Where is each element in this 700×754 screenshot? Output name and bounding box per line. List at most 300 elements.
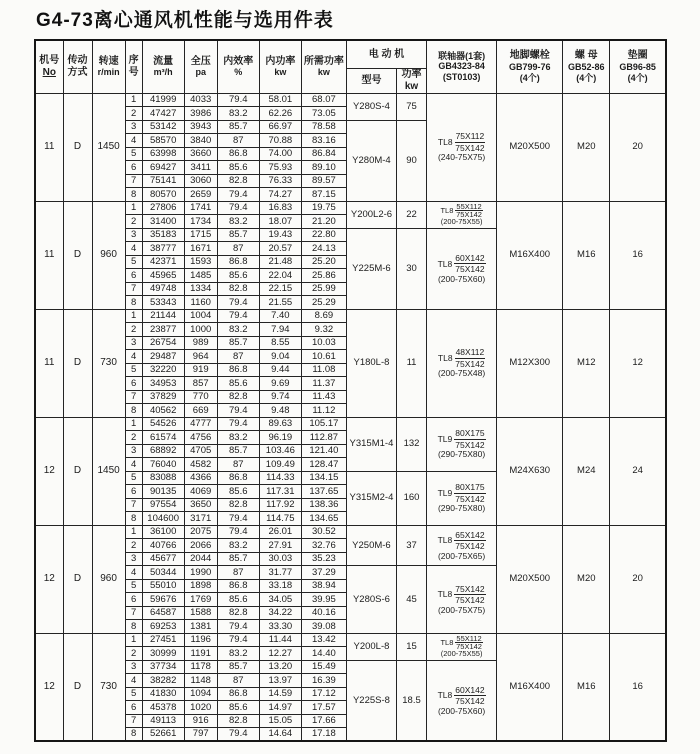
col-header-nut: [563, 40, 610, 93]
seq-cell: 5: [125, 579, 142, 593]
table-row: [35, 525, 666, 539]
flow-cell: 47427: [142, 107, 184, 121]
seq-cell: 2: [125, 107, 142, 121]
required-power-cell: 25.29: [301, 296, 346, 310]
pressure-cell: 964: [184, 350, 217, 364]
pressure-cell: 919: [184, 363, 217, 377]
coupling-fraction-top: 60X142: [455, 252, 485, 263]
bolt-qty: (4个): [519, 72, 540, 83]
col-header-machine-no: [35, 40, 63, 93]
efficiency-cell: 85.7: [217, 228, 259, 242]
pressure-cell: 1148: [184, 674, 217, 688]
required-power-cell: 138.36: [301, 498, 346, 512]
flow-cell: 50344: [142, 566, 184, 580]
seq-cell: 5: [125, 363, 142, 377]
efficiency-cell: 85.7: [217, 444, 259, 458]
nut-cell: M20: [563, 525, 610, 633]
seq-cell: 7: [125, 606, 142, 620]
flow-cell: 53142: [142, 120, 184, 134]
internal-power-cell: 22.04: [259, 269, 301, 283]
coupling-spec: [427, 483, 496, 503]
flow-cell: 42371: [142, 255, 184, 269]
seq-cell: 4: [125, 134, 142, 148]
internal-power-cell: 34.22: [259, 606, 301, 620]
required-power-cell: 112.87: [301, 431, 346, 445]
required-power-cell: 13.42: [301, 633, 346, 647]
required-power-cell: 134.15: [301, 471, 346, 485]
efficiency-unit: %: [234, 67, 243, 78]
pressure-cell: 2075: [184, 525, 217, 539]
required-power-cell: 32.76: [301, 539, 346, 553]
motor-power-cell: 22: [397, 201, 427, 228]
internal-power-cell: 13.20: [259, 660, 301, 674]
efficiency-cell: 86.8: [217, 471, 259, 485]
flow-cell: 26754: [142, 336, 184, 350]
coupling-fraction-bottom: 75X142: [456, 210, 482, 220]
internal-power-cell: 16.83: [259, 201, 301, 215]
required-power-cell: 105.17: [301, 417, 346, 431]
internal-power-cell: 9.44: [259, 363, 301, 377]
flow-cell: 36100: [142, 525, 184, 539]
pressure-cell: 4582: [184, 458, 217, 472]
flow-cell: 80570: [142, 188, 184, 202]
required-power-cell: 89.10: [301, 161, 346, 175]
flow-cell: 55010: [142, 579, 184, 593]
seq-cell: 7: [125, 498, 142, 512]
motor-model-cell: Y225M-6: [346, 228, 396, 309]
drive-cell: D: [63, 633, 92, 741]
pressure-cell: 1094: [184, 687, 217, 701]
required-power-cell: 10.61: [301, 350, 346, 364]
coupling-type-label: TL8: [437, 589, 453, 600]
required-power-cell: 128.47: [301, 458, 346, 472]
bolt-cell: M12X300: [497, 309, 563, 417]
required-power-cell: 39.95: [301, 593, 346, 607]
seq-cell: 1: [125, 633, 142, 647]
pressure-cell: 3840: [184, 134, 217, 148]
flow-cell: 90135: [142, 485, 184, 499]
flow-cell: 69427: [142, 161, 184, 175]
coupling-note: (290-75X80): [437, 503, 486, 514]
flow-cell: 35183: [142, 228, 184, 242]
pressure-cell: 3650: [184, 498, 217, 512]
nut-cell: M12: [563, 309, 610, 417]
coupling-cell: [427, 93, 497, 201]
machine-no-cell: 12: [35, 417, 63, 525]
washer-qty: (4个): [627, 72, 648, 83]
required-power-cell: 25.99: [301, 282, 346, 296]
seq-cell: 5: [125, 471, 142, 485]
seq-cell: 7: [125, 174, 142, 188]
motor-power-cell: 90: [397, 120, 427, 201]
efficiency-cell: 79.4: [217, 525, 259, 539]
motor-model-cell: Y180L-8: [346, 309, 396, 417]
seq-cell: 7: [125, 282, 142, 296]
coupling-fraction: [454, 429, 485, 449]
flow-cell: 41999: [142, 93, 184, 107]
machine-no-cell: 11: [35, 93, 63, 201]
motor-power-cell: 160: [397, 471, 427, 525]
internal-power-cell: 21.55: [259, 296, 301, 310]
efficiency-cell: 85.6: [217, 593, 259, 607]
bolt-label: 地脚螺栓: [509, 50, 550, 62]
motor-power-cell: 132: [397, 417, 427, 471]
internal-power-label: 内功率: [265, 55, 296, 67]
efficiency-cell: 82.8: [217, 606, 259, 620]
coupling-fraction-top: 65X142: [455, 529, 485, 540]
efficiency-cell: 79.4: [217, 93, 259, 107]
flow-label: 流量: [153, 55, 174, 67]
efficiency-cell: 79.4: [217, 309, 259, 323]
nut-std: GB52-86: [568, 62, 605, 73]
bolt-cell: M16X400: [497, 201, 563, 309]
pressure-cell: 1715: [184, 228, 217, 242]
motor-model-cell: Y200L2-6: [346, 201, 396, 228]
required-power-cell: 21.20: [301, 215, 346, 229]
drive-cell: D: [63, 525, 92, 633]
drive-label: 传动: [67, 55, 88, 66]
pressure-cell: 1734: [184, 215, 217, 229]
seq-cell: 1: [125, 525, 142, 539]
table-row: [35, 93, 666, 107]
coupling-spec: [427, 132, 496, 152]
efficiency-cell: 85.6: [217, 161, 259, 175]
coupling-type-label: TL8: [437, 535, 453, 546]
nut-qty: (4个): [576, 72, 597, 83]
flow-cell: 64587: [142, 606, 184, 620]
washer-cell: 24: [610, 417, 666, 525]
coupling-note: (240-75X75): [437, 152, 486, 163]
efficiency-cell: 87: [217, 674, 259, 688]
flow-cell: 76040: [142, 458, 184, 472]
internal-power-cell: 7.40: [259, 309, 301, 323]
efficiency-cell: 87: [217, 134, 259, 148]
internal-power-cell: 18.07: [259, 215, 301, 229]
bolt-cell: M24X630: [497, 417, 563, 525]
internal-power-cell: 22.15: [259, 282, 301, 296]
seq-cell: 8: [125, 512, 142, 526]
internal-power-cell: 14.59: [259, 687, 301, 701]
internal-power-cell: 9.04: [259, 350, 301, 364]
seq-cell: 3: [125, 228, 142, 242]
internal-power-cell: 74.27: [259, 188, 301, 202]
col-header-motor-model: 型号: [346, 69, 396, 94]
flow-cell: 32220: [142, 363, 184, 377]
required-power-cell: 10.03: [301, 336, 346, 350]
required-power-cell: 14.40: [301, 647, 346, 661]
table-row: [35, 633, 666, 647]
nut-cell: M16: [563, 633, 610, 741]
pressure-cell: 2066: [184, 539, 217, 553]
required-power-cell: 39.08: [301, 620, 346, 634]
efficiency-cell: 79.4: [217, 404, 259, 418]
seq-cell: 3: [125, 660, 142, 674]
internal-power-cell: 117.31: [259, 485, 301, 499]
drive-cell: D: [63, 417, 92, 525]
machine-no-unit: No: [42, 66, 56, 78]
coupling-fraction-bottom: 75X142: [455, 696, 485, 707]
internal-power-cell: 33.30: [259, 620, 301, 634]
internal-power-cell: 11.44: [259, 633, 301, 647]
coupling-fraction: [454, 531, 485, 551]
pressure-cell: 3660: [184, 147, 217, 161]
flow-cell: 30999: [142, 647, 184, 661]
flow-cell: 49113: [142, 714, 184, 728]
pressure-cell: 1020: [184, 701, 217, 715]
coupling-fraction: [454, 254, 485, 274]
seq-cell: 4: [125, 458, 142, 472]
flow-cell: 37829: [142, 390, 184, 404]
seq-cell: 6: [125, 593, 142, 607]
coupling-note: (200-75X55): [440, 648, 483, 658]
flow-cell: 49748: [142, 282, 184, 296]
coupling-fraction-bottom: 75X142: [455, 142, 485, 153]
internal-power-cell: 74.00: [259, 147, 301, 161]
pressure-cell: 4069: [184, 485, 217, 499]
coupling-spec: [427, 531, 496, 551]
seq-cell: 3: [125, 444, 142, 458]
coupling-fraction: [454, 585, 485, 605]
coupling-fraction-top: 80X175: [455, 482, 485, 493]
coupling-type-label: TL8: [437, 353, 453, 364]
seq-cell: 2: [125, 431, 142, 445]
required-power-cell: 86.84: [301, 147, 346, 161]
col-header-required-power: [301, 40, 346, 93]
seq-cell: 1: [125, 201, 142, 215]
pressure-cell: 4033: [184, 93, 217, 107]
header-row-main: [35, 40, 666, 69]
bolt-cell: M20X500: [497, 525, 563, 633]
motor-power-cell: 18.5: [397, 660, 427, 741]
washer-cell: 16: [610, 201, 666, 309]
efficiency-cell: 86.8: [217, 255, 259, 269]
flow-cell: 40562: [142, 404, 184, 418]
motor-model-cell: Y280M-4: [346, 120, 396, 201]
washer-std: GB96-85: [619, 62, 656, 73]
internal-power-cell: 21.48: [259, 255, 301, 269]
coupling-cell: [427, 309, 497, 417]
seq-cell: 4: [125, 674, 142, 688]
required-power-cell: 137.65: [301, 485, 346, 499]
efficiency-cell: 85.6: [217, 377, 259, 391]
pressure-cell: 3943: [184, 120, 217, 134]
efficiency-cell: 82.8: [217, 282, 259, 296]
flow-cell: 59676: [142, 593, 184, 607]
pressure-cell: 1381: [184, 620, 217, 634]
seq-cell: 2: [125, 215, 142, 229]
flow-cell: 97554: [142, 498, 184, 512]
efficiency-cell: 86.8: [217, 363, 259, 377]
coupling-code: (ST0103): [442, 72, 481, 83]
pressure-cell: 1004: [184, 309, 217, 323]
internal-power-cell: 58.01: [259, 93, 301, 107]
required-power-cell: 19.75: [301, 201, 346, 215]
flow-cell: 53343: [142, 296, 184, 310]
required-power-cell: 17.57: [301, 701, 346, 715]
internal-power-cell: 15.05: [259, 714, 301, 728]
efficiency-cell: 79.4: [217, 633, 259, 647]
motor-power-cell: 75: [397, 93, 427, 120]
required-power-cell: 22.80: [301, 228, 346, 242]
coupling-type-label: TL8: [440, 206, 454, 216]
required-power-cell: 68.07: [301, 93, 346, 107]
required-power-cell: 37.29: [301, 566, 346, 580]
pressure-cell: 2659: [184, 188, 217, 202]
internal-power-unit: kw: [274, 67, 287, 78]
required-power-cell: 17.18: [301, 728, 346, 742]
required-power-unit: kw: [317, 67, 330, 78]
coupling-cell: [427, 417, 497, 471]
efficiency-cell: 85.6: [217, 485, 259, 499]
page-title: G4-73离心通风机性能与选用件表: [36, 10, 334, 31]
required-power-cell: 78.58: [301, 120, 346, 134]
internal-power-cell: 20.57: [259, 242, 301, 256]
washer-cell: 20: [610, 93, 666, 201]
internal-power-cell: 75.93: [259, 161, 301, 175]
flow-cell: 27806: [142, 201, 184, 215]
internal-power-cell: 9.74: [259, 390, 301, 404]
internal-power-cell: 34.05: [259, 593, 301, 607]
flow-cell: 75141: [142, 174, 184, 188]
coupling-fraction-top: 75X142: [455, 583, 485, 594]
efficiency-cell: 79.4: [217, 188, 259, 202]
seq-cell: 4: [125, 242, 142, 256]
pressure-cell: 4777: [184, 417, 217, 431]
efficiency-cell: 85.7: [217, 120, 259, 134]
efficiency-cell: 85.6: [217, 701, 259, 715]
efficiency-cell: 85.7: [217, 336, 259, 350]
efficiency-label: 内效率: [223, 55, 254, 67]
coupling-cell: [427, 228, 497, 309]
required-power-cell: 121.40: [301, 444, 346, 458]
bolt-cell: M16X400: [497, 633, 563, 741]
flow-cell: 45965: [142, 269, 184, 283]
pressure-cell: 1178: [184, 660, 217, 674]
seq-cell: 6: [125, 485, 142, 499]
coupling-fraction: [455, 348, 486, 368]
internal-power-cell: 14.64: [259, 728, 301, 742]
col-header-motor-power: 功率kw: [397, 69, 427, 94]
coupling-fraction-top: 60X142: [455, 684, 485, 695]
efficiency-cell: 83.2: [217, 107, 259, 121]
coupling-note: (200-75X60): [437, 273, 486, 284]
col-header-speed: [92, 40, 125, 93]
motor-power-cell: 15: [397, 633, 427, 660]
pressure-cell: 3171: [184, 512, 217, 526]
speed-cell: 960: [92, 201, 125, 309]
coupling-note: (200-75X75): [437, 604, 486, 615]
efficiency-cell: 82.8: [217, 174, 259, 188]
coupling-fraction-top: 55X112: [456, 202, 482, 212]
efficiency-cell: 83.2: [217, 215, 259, 229]
motor-model-cell: Y200L-8: [346, 633, 396, 660]
motor-model-cell: Y280S-6: [346, 566, 396, 634]
washer-cell: 20: [610, 525, 666, 633]
flow-cell: 52661: [142, 728, 184, 742]
fan-performance-table: [34, 39, 667, 742]
flow-cell: 40766: [142, 539, 184, 553]
pressure-cell: 3986: [184, 107, 217, 121]
internal-power-cell: 9.48: [259, 404, 301, 418]
col-header-seq: [125, 40, 142, 93]
internal-power-cell: 70.88: [259, 134, 301, 148]
pressure-cell: 4366: [184, 471, 217, 485]
coupling-spec: [427, 254, 496, 274]
motor-model-cell: Y315M2-4: [346, 471, 396, 525]
internal-power-cell: 117.92: [259, 498, 301, 512]
pressure-cell: 1334: [184, 282, 217, 296]
required-power-cell: 16.39: [301, 674, 346, 688]
coupling-fraction-top: 48X112: [455, 347, 485, 358]
coupling-spec: [427, 585, 496, 605]
internal-power-cell: 8.55: [259, 336, 301, 350]
coupling-fraction-bottom: 75X142: [455, 264, 485, 275]
seq-cell: 3: [125, 336, 142, 350]
flow-cell: 68892: [142, 444, 184, 458]
drive-cell: D: [63, 309, 92, 417]
internal-power-cell: 76.33: [259, 174, 301, 188]
efficiency-cell: 82.8: [217, 498, 259, 512]
col-header-efficiency: [217, 40, 259, 93]
col-header-washer: [610, 40, 666, 93]
coupling-fraction: [454, 483, 485, 503]
pressure-cell: 797: [184, 728, 217, 742]
col-header-bolt: [497, 40, 563, 93]
flow-cell: 54526: [142, 417, 184, 431]
internal-power-cell: 109.49: [259, 458, 301, 472]
seq-cell: 6: [125, 377, 142, 391]
seq-label: 序: [128, 55, 139, 66]
flow-cell: 27451: [142, 633, 184, 647]
drive-cell: D: [63, 93, 92, 201]
seq-cell: 1: [125, 417, 142, 431]
internal-power-cell: 114.75: [259, 512, 301, 526]
bolt-std: GB799-76: [508, 62, 551, 73]
efficiency-cell: 86.8: [217, 687, 259, 701]
efficiency-cell: 79.4: [217, 620, 259, 634]
efficiency-cell: 83.2: [217, 647, 259, 661]
pressure-cell: 3060: [184, 174, 217, 188]
internal-power-cell: 9.69: [259, 377, 301, 391]
flow-cell: 104600: [142, 512, 184, 526]
internal-power-cell: 13.97: [259, 674, 301, 688]
internal-power-cell: 114.33: [259, 471, 301, 485]
seq-cell: 3: [125, 552, 142, 566]
seq-cell: 5: [125, 255, 142, 269]
required-power-cell: 11.08: [301, 363, 346, 377]
efficiency-cell: 85.7: [217, 552, 259, 566]
pressure-cell: 916: [184, 714, 217, 728]
motor-power-cell: 45: [397, 566, 427, 634]
seq-cell: 7: [125, 714, 142, 728]
required-power-cell: 40.16: [301, 606, 346, 620]
internal-power-cell: 33.18: [259, 579, 301, 593]
seq-cell: 6: [125, 701, 142, 715]
required-power-cell: 89.57: [301, 174, 346, 188]
coupling-fraction: [455, 132, 486, 152]
required-power-cell: 25.20: [301, 255, 346, 269]
internal-power-cell: 96.19: [259, 431, 301, 445]
coupling-type-label: TL8: [437, 137, 453, 148]
pressure-cell: 1898: [184, 579, 217, 593]
coupling-fraction-top: 75X112: [455, 131, 485, 142]
seq-cell: 6: [125, 161, 142, 175]
required-power-cell: 15.49: [301, 660, 346, 674]
seq-cell: 2: [125, 647, 142, 661]
coupling-cell: [427, 471, 497, 525]
seq-cell: 5: [125, 687, 142, 701]
speed-cell: 730: [92, 309, 125, 417]
